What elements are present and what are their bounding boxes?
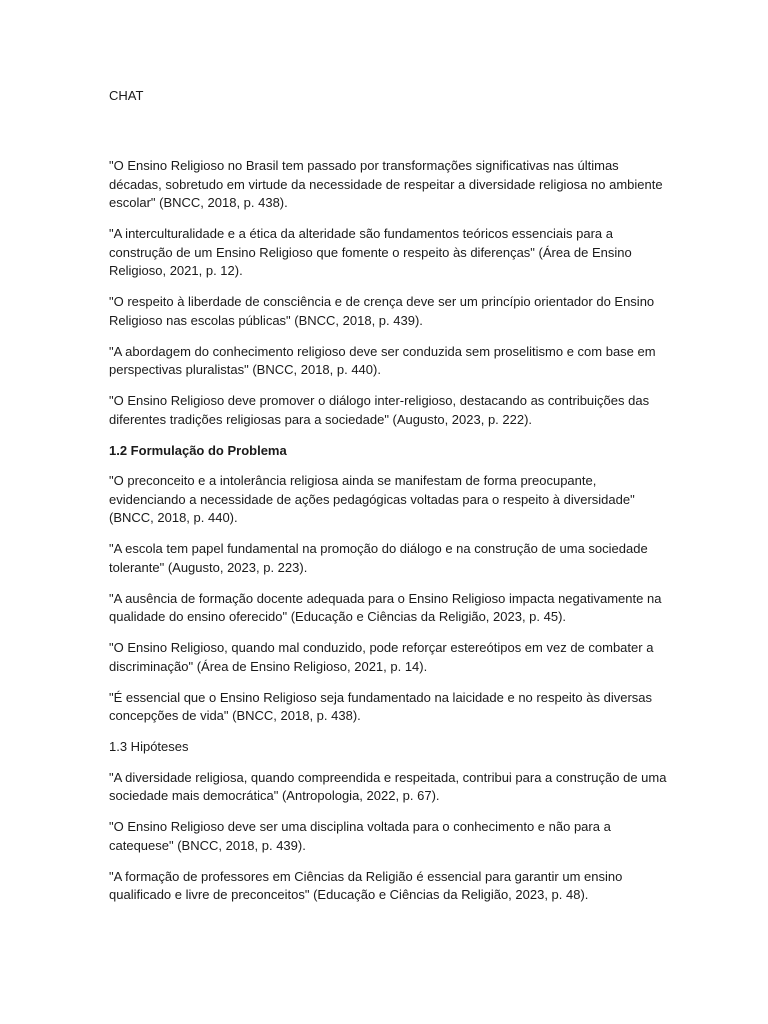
- paragraph: "O Ensino Religioso deve ser uma disciplina voltada para o conhecimento e não para a catequese" (BNCC, 2018, p. 439).: [109, 819, 611, 853]
- paragraph: "O Ensino Religioso deve promover o diálogo inter-religioso, destacando as contribuições das diferentes tradições religiosas para a sociedade" (Augusto, 2023, p. 222).: [109, 393, 650, 427]
- paragraph: "O preconceito e a intolerância religiosa ainda se manifestam de forma preocupante, evidenciando a necessidade de ações pedagógicas voltadas para o respeito à diversidade" (BNCC, 2018, p. 440).: [109, 473, 635, 525]
- section-problem: [109, 442, 668, 726]
- paragraph: "O Ensino Religioso, quando mal conduzido, pode reforçar estereótipos em vez de combater a discriminação" (Área de Ensino Religioso, 2021, p. 14).: [109, 640, 654, 674]
- paragraph: "A escola tem papel fundamental na promoção do diálogo e na construção de uma sociedade tolerante" (Augusto, 2023, p. 223).: [109, 541, 648, 575]
- section-heading-problem: 1.2 Formulação do Problema: [109, 442, 287, 458]
- section-heading-hypotheses: 1.3 Hipóteses: [109, 739, 189, 754]
- paragraph: "A diversidade religiosa, quando compreendida e respeitada, contribui para a construção de uma sociedade mais democrática" (Antropologia, 2022, p. 67).: [109, 769, 667, 803]
- document-title: CHAT: [109, 88, 144, 103]
- section-intro: [109, 157, 668, 429]
- paragraph: "A ausência de formação docente adequada para o Ensino Religioso impacta negativamente na qualidade do ensino oferecido" (Educação e Ciências da Religião, 2023, p. 45).: [109, 590, 662, 624]
- paragraph: "A formação de professores em Ciências da Religião é essencial para garantir um ensino qualificado e livre de preconceitos" (Educação e Ciências da Religião, 2023, p. 48).: [109, 868, 623, 902]
- paragraph: "É essencial que o Ensino Religioso seja fundamentado na laicidade e no respeito às diversas concepções de vida" (BNCC, 2018, p. 438).: [109, 689, 653, 723]
- paragraph: "O respeito à liberdade de consciência e de crença deve ser um princípio orientador do Ensino Religioso nas escolas públicas" (BNCC, 2018, p. 439).: [109, 294, 655, 328]
- section-hypotheses: [109, 738, 668, 905]
- paragraph: "O Ensino Religioso no Brasil tem passado por transformações significativas nas últimas décadas, sobretudo em virtude da necessidade de respeitar a diversidade religiosa no ambiente escolar" (BNCC, 2018, p. 438).: [109, 158, 663, 210]
- paragraph: "A interculturalidade e a ética da alteridade são fundamentos teóricos essenciais para a construção de um Ensino Religioso que fomente o respeito às diferenças" (Área de Ensino Religioso, 2021, p. 12).: [109, 226, 632, 278]
- paragraph: "A abordagem do conhecimento religioso deve ser conduzida sem proselitismo e com base em perspectivas pluralistas" (BNCC, 2018, p. 440).: [109, 343, 656, 377]
